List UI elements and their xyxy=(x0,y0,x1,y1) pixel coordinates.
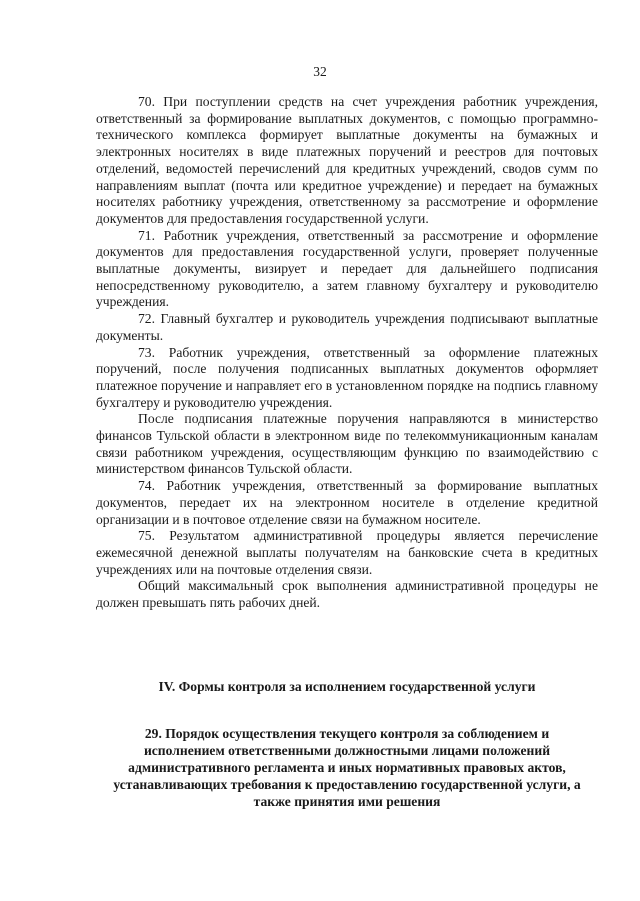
paragraph-72: 72. Главный бухгалтер и руководитель учреждения подписывают выплатные документы. xyxy=(96,311,598,343)
paragraph-71: 71. Работник учреждения, ответственный за рассмотрение и оформление документов для предоставления государственной услуги, проверяет полученные выплатные документы, визирует и передает для дальнейшего подписания непосредственному руководителю, а затем главному бухгалтеру и руководителю учреждения. xyxy=(96,227,598,310)
paragraph-74: 74. Работник учреждения, ответственный за формирование выплатных документов, передает их на электронном носителе в отделение кредитной организации и в почтовое отделение связи на бумажном носителе. xyxy=(96,478,598,527)
page-number: 32 xyxy=(313,64,327,79)
paragraph-75: 75. Результатом административной процедуры является перечисление ежемесячной денежной выплаты получателям на банковские счета в кредитных учреждениях или на почтовые отделения связи. xyxy=(96,528,598,577)
section-heading: IV. Формы контроля за исполнением государственной услуги xyxy=(158,679,536,694)
body-text xyxy=(96,94,598,612)
paragraph-73: 73. Работник учреждения, ответственный за оформление платежных поручений, после получения подписанных выплатных документов оформляет платежное поручение и направляет его в установленном порядке на подпись главному бухгалтеру и руководителю учреждения. xyxy=(96,344,598,410)
paragraph-73-continuation: После подписания платежные поручения направляются в министерство финансов Тульской области в электронном виде по телекоммуникационным каналам связи работником учреждения, осуществляющим функцию по взаимодействию с министерством финансов Тульской области. xyxy=(96,411,598,477)
subsection-heading: 29. Порядок осуществления текущего контроля за соблюдением и исполнением ответственными должностными лицами положений административного регламента и иных нормативных правовых актов, устанавливающих требования к предоставлению государственной услуги, а также принятия ими решения xyxy=(113,726,581,809)
paragraph-70: 70. При поступлении средств на счет учреждения работник учреждения, ответственный за формирование выплатных документов, с помощью программно-технического комплекса формирует выплатные документы на бумажных и электронных носителях в виде платежных поручений и реестров для почтовых отделений, ведомостей перечислений для кредитных учреждений, сводов сумм по направлениям выплат (почта или кредитное учреждение) и передает на бумажных носителях работнику учреждения, ответственному за рассмотрение и оформление документов для предоставления государственной услуги. xyxy=(96,94,598,226)
paragraph-deadline: Общий максимальный срок выполнения административной процедуры не должен превышать пять рабочих дней. xyxy=(96,578,598,611)
